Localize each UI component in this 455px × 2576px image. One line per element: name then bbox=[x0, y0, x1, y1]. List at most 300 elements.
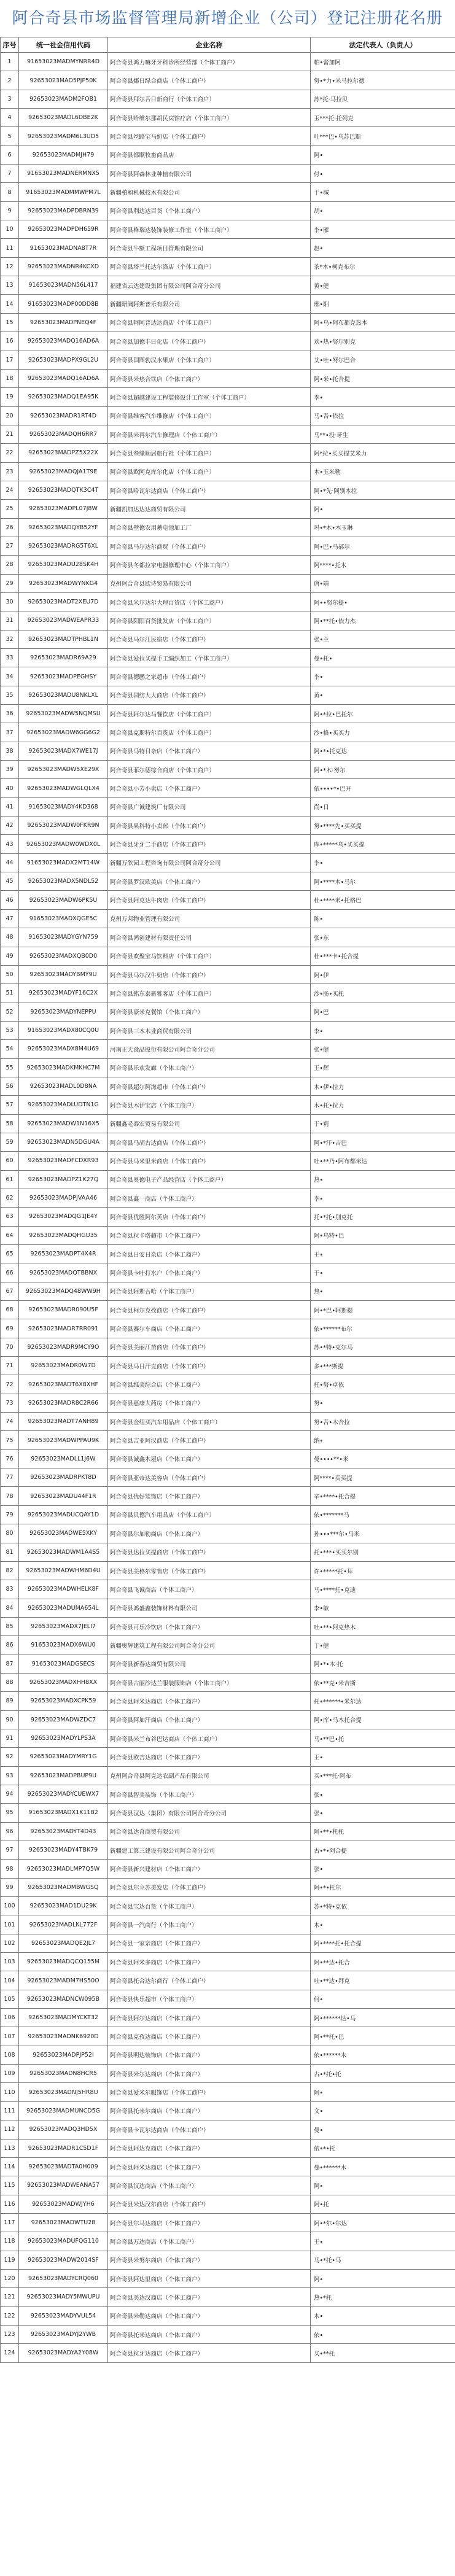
row-company-name: 河南正天食品股份有限公司阿合奇分公司 bbox=[108, 1040, 311, 1058]
table-row bbox=[1, 1133, 455, 1151]
row-index: 40 bbox=[1, 779, 19, 797]
row-index: 44 bbox=[1, 853, 19, 872]
row-index: 30 bbox=[1, 592, 19, 611]
row-index: 78 bbox=[1, 1487, 19, 1505]
row-legal-rep: 唐•靖 bbox=[311, 574, 455, 592]
row-index: 72 bbox=[1, 1375, 19, 1394]
row-company-name: 阿合奇县阳阳百货批发店（个体工商户） bbox=[108, 611, 311, 630]
row-index: 36 bbox=[1, 705, 19, 723]
row-index: 112 bbox=[1, 2120, 19, 2139]
row-company-name: 新疆昭阔阿斯普乐有限公司 bbox=[108, 295, 311, 313]
row-legal-rep: 曼•******木 bbox=[311, 2157, 455, 2176]
row-company-name: 阿合奇县米兰布谷巴达商店（个体工商户） bbox=[108, 1729, 311, 1747]
row-index: 16 bbox=[1, 332, 19, 351]
row-credit-code: 92653023MADY5MWUPU bbox=[19, 2288, 108, 2306]
row-index: 104 bbox=[1, 1971, 19, 1990]
row-index: 45 bbox=[1, 872, 19, 891]
row-company-name: 阿合奇县马尔江民宿店（个体工商户） bbox=[108, 630, 311, 648]
row-company-name: 阿合奇县马特日杂店（个体工商户） bbox=[108, 742, 311, 760]
row-legal-rep: 阿****•托木 bbox=[311, 556, 455, 574]
row-credit-code: 92653023MADR1RT4D bbox=[19, 406, 108, 425]
row-company-name: 阿合奇县阿达克商店（个体工商户） bbox=[108, 2139, 311, 2157]
row-credit-code: 92653023MADQCQ155M bbox=[19, 1953, 108, 1971]
row-legal-rep: 阿• bbox=[311, 145, 455, 164]
row-credit-code: 92653023MADU8NKLXL bbox=[19, 686, 108, 704]
row-credit-code: 92653023MADQHGU35 bbox=[19, 1226, 108, 1244]
row-credit-code: 91653023MADX80CQ0U bbox=[19, 1021, 108, 1039]
table-row bbox=[1, 1897, 455, 1915]
table-row bbox=[1, 965, 455, 983]
row-legal-rep: 热•*托 bbox=[311, 2288, 455, 2306]
table-row bbox=[1, 2046, 455, 2064]
row-index: 106 bbox=[1, 2009, 19, 2027]
row-index: 7 bbox=[1, 165, 19, 183]
row-credit-code: 92653023MADQ16AD6A bbox=[19, 369, 108, 387]
row-credit-code: 92653023MADMUNCD5G bbox=[19, 2101, 108, 2120]
table-row bbox=[1, 481, 455, 499]
row-index: 92 bbox=[1, 1748, 19, 1766]
table-row bbox=[1, 2325, 455, 2343]
row-credit-code: 92653023MADQ48WW9H bbox=[19, 1282, 108, 1300]
row-legal-rep: 阿•乌特•巴 bbox=[311, 1226, 455, 1244]
table-row bbox=[1, 1189, 455, 1207]
row-credit-code: 92653023MADNK6920D bbox=[19, 2027, 108, 2046]
row-legal-rep: 何• bbox=[311, 1990, 455, 2008]
row-company-name: 新疆建工第三建设有限公司阿合奇分公司 bbox=[108, 1841, 311, 1860]
row-company-name: 阿合奇县马尔达尔商贸（个体工商户） bbox=[108, 537, 311, 555]
row-company-name: 阿合奇县汉达商店（个体工商户） bbox=[108, 2176, 311, 2195]
table-row bbox=[1, 257, 455, 276]
row-legal-rep: 吐***巴•乌苏巴斯 bbox=[311, 127, 455, 145]
table-row bbox=[1, 797, 455, 816]
row-credit-code: 92653023MADTA0H009 bbox=[19, 2157, 108, 2176]
row-credit-code: 91653023MADX6WU0 bbox=[19, 1636, 108, 1655]
row-credit-code: 92653023MADWHM6D4U bbox=[19, 1561, 108, 1580]
row-company-name: 阿合奇县国纺大大商店（个体工商户） bbox=[108, 686, 311, 704]
table-row bbox=[1, 53, 455, 71]
row-legal-rep: 许•*****托•拜 bbox=[311, 1561, 455, 1580]
row-company-name: 阿合奇县尔立苏美发店（个体工商户） bbox=[108, 1878, 311, 1896]
row-credit-code: 92653023MADXCPK59 bbox=[19, 1692, 108, 1710]
row-company-name: 阿合奇县米再尔汽车修理店（个体工商户） bbox=[108, 425, 311, 443]
row-legal-rep: 于• bbox=[311, 1263, 455, 1282]
table-row bbox=[1, 1599, 455, 1617]
row-legal-rep: 李•雁 bbox=[311, 220, 455, 239]
table-row bbox=[1, 835, 455, 853]
row-credit-code: 92653023MADYJ2YWB bbox=[19, 2325, 108, 2343]
row-legal-rep: 阿•*拉•巴托尔 bbox=[311, 705, 455, 723]
row-credit-code: 92653023MADT6X8XHF bbox=[19, 1375, 108, 1394]
row-company-name: 阿合奇县诚鑫木屋店（个体工商户） bbox=[108, 1449, 311, 1468]
row-company-name: 阿合奇县达拉买提商店（个体工商户） bbox=[108, 1543, 311, 1561]
row-credit-code: 92653023MADM2FOB1 bbox=[19, 90, 108, 108]
row-company-name: 阿合奇县可乐冷饮店（个体工商户） bbox=[108, 1617, 311, 1635]
row-company-name: 阿合奇县金纽买汽车用品店（个体工商户） bbox=[108, 1413, 311, 1431]
table-row bbox=[1, 351, 455, 369]
row-legal-rep: 欢•热•努尔别克 bbox=[311, 332, 455, 351]
row-index: 13 bbox=[1, 276, 19, 295]
row-index: 89 bbox=[1, 1692, 19, 1710]
row-credit-code: 92653023MADMYCKT32 bbox=[19, 2009, 108, 2027]
table-row bbox=[1, 2306, 455, 2325]
row-credit-code: 91653023MADX1K1182 bbox=[19, 1804, 108, 1822]
row-company-name: 阿合奇县阿米达商店（个体工商户） bbox=[108, 2157, 311, 2176]
row-credit-code: 92653023MADWGLQLX4 bbox=[19, 779, 108, 797]
table-row bbox=[1, 109, 455, 127]
row-company-name: 阿合奇县万达商店（个体工商户） bbox=[108, 2232, 311, 2251]
table-row bbox=[1, 1990, 455, 2008]
row-company-name: 阿合奇县米勒达商店（个体工商户） bbox=[108, 2306, 311, 2325]
row-credit-code: 92653023MADLMP7Q5W bbox=[19, 1860, 108, 1878]
table-row bbox=[1, 71, 455, 90]
row-company-name: 阿合奇县维客汽车维修店（个体工商户） bbox=[108, 406, 311, 425]
table-row bbox=[1, 947, 455, 965]
row-company-name: 阿合奇县阿米多商店（个体工商户） bbox=[108, 1953, 311, 1971]
table-row bbox=[1, 1655, 455, 1673]
row-legal-rep: 库•*****乌•买买提 bbox=[311, 835, 455, 853]
row-index: 80 bbox=[1, 1524, 19, 1543]
row-company-name: 阿合奇县阿阿普达达商店（个体工商户） bbox=[108, 313, 311, 332]
table-row bbox=[1, 1170, 455, 1189]
row-legal-rep: 努• bbox=[311, 1394, 455, 1412]
table-row bbox=[1, 2120, 455, 2139]
row-company-name: 阿合奇县铭东泰新雅客店（个体工商户） bbox=[108, 984, 311, 1003]
table-row bbox=[1, 313, 455, 332]
row-legal-rep: 王• bbox=[311, 1748, 455, 1766]
row-index: 9 bbox=[1, 201, 19, 220]
table-row bbox=[1, 2288, 455, 2306]
table-row bbox=[1, 984, 455, 1003]
row-legal-rep: 依• bbox=[311, 2325, 455, 2343]
row-company-name: 阿合奇县柯尔克孜商店（个体工商户） bbox=[108, 1301, 311, 1319]
row-index: 14 bbox=[1, 295, 19, 313]
table-row bbox=[1, 1357, 455, 1375]
row-company-name: 阿合奇县壁德农用蓄电池加工厂 bbox=[108, 518, 311, 537]
table-row bbox=[1, 1524, 455, 1543]
table-row bbox=[1, 1058, 455, 1077]
table-row bbox=[1, 1692, 455, 1710]
row-legal-rep: 依••••*•巴开 bbox=[311, 779, 455, 797]
row-legal-rep: 阿• bbox=[311, 2176, 455, 2195]
row-credit-code: 92653023MADW0FKR9N bbox=[19, 817, 108, 835]
row-legal-rep: 阿•*•木·托 bbox=[311, 1655, 455, 1673]
row-credit-code: 92653023MADX5NDL52 bbox=[19, 872, 108, 891]
row-credit-code: 92653023MADX7JELI7 bbox=[19, 1617, 108, 1635]
row-credit-code: 91653023MADX2MT14W bbox=[19, 853, 108, 872]
row-index: 11 bbox=[1, 239, 19, 257]
row-index: 25 bbox=[1, 500, 19, 518]
row-legal-rep: 阿•*汗•吉巴 bbox=[311, 1133, 455, 1151]
row-credit-code: 92653023MADT7ANH89 bbox=[19, 1413, 108, 1431]
table-row bbox=[1, 1226, 455, 1244]
row-index: 23 bbox=[1, 462, 19, 481]
row-credit-code: 92653023MADYNEPPU bbox=[19, 1003, 108, 1021]
row-legal-rep: 苏•*特•克尔马 bbox=[311, 1338, 455, 1356]
row-credit-code: 92653023MADWM1A4S5 bbox=[19, 1543, 108, 1561]
row-index: 68 bbox=[1, 1301, 19, 1319]
row-index: 83 bbox=[1, 1580, 19, 1599]
row-legal-rep: 多•***斯提 bbox=[311, 1357, 455, 1375]
table-row bbox=[1, 1915, 455, 1934]
table-row bbox=[1, 909, 455, 928]
row-credit-code: 92653023MADN5DGU4A bbox=[19, 1133, 108, 1151]
row-company-name: 阿合奇县优胜阿尔芙店（个体工商户） bbox=[108, 1208, 311, 1226]
row-credit-code: 92653023MADWYNKG4 bbox=[19, 574, 108, 592]
row-legal-rep: 热• bbox=[311, 1282, 455, 1300]
row-index: 35 bbox=[1, 686, 19, 704]
row-company-name: 阿合奇县贝德汽车用品店（个体工商户） bbox=[108, 1505, 311, 1524]
table-row bbox=[1, 332, 455, 351]
row-credit-code: 92653023MADW6PK5U bbox=[19, 891, 108, 909]
row-legal-rep: 陈• bbox=[311, 909, 455, 928]
row-legal-rep: 辛•****•托合提 bbox=[311, 1487, 455, 1505]
row-legal-rep: 阿• bbox=[311, 2269, 455, 2287]
row-company-name: 阿合奇县米尔达商店（个体工商户） bbox=[108, 2065, 311, 2083]
row-legal-rep: 努•*力•米马拉尔德 bbox=[311, 71, 455, 90]
row-credit-code: 92653023MADR69A29 bbox=[19, 649, 108, 667]
row-company-name: 阿合奇县一汽商行（个体工商户） bbox=[108, 1915, 311, 1934]
row-legal-rep: 王• bbox=[311, 1245, 455, 1263]
table-row bbox=[1, 388, 455, 406]
row-credit-code: 92653023MADWEAPR33 bbox=[19, 611, 108, 630]
table-row bbox=[1, 1822, 455, 1841]
row-index: 93 bbox=[1, 1766, 19, 1785]
table-row bbox=[1, 2027, 455, 2046]
row-legal-rep: 阿• bbox=[311, 2083, 455, 2101]
row-credit-code: 92653023MADYCRQ060 bbox=[19, 2269, 108, 2287]
row-legal-rep: 阿•*巴•阿斯提 bbox=[311, 1301, 455, 1319]
row-index: 77 bbox=[1, 1468, 19, 1487]
table-row bbox=[1, 1319, 455, 1338]
row-credit-code: 92653023MADW6GG6G2 bbox=[19, 723, 108, 742]
row-legal-rep: 张• bbox=[311, 1860, 455, 1878]
table-row bbox=[1, 1729, 455, 1747]
row-index: 46 bbox=[1, 891, 19, 909]
row-legal-rep: 马•**巴•托 bbox=[311, 1729, 455, 1747]
row-index: 100 bbox=[1, 1897, 19, 1915]
row-credit-code: 92653023MADLKL772F bbox=[19, 1915, 108, 1934]
row-credit-code: 92653023MADQE2JL7 bbox=[19, 1934, 108, 1952]
row-index: 114 bbox=[1, 2157, 19, 2176]
row-index: 27 bbox=[1, 537, 19, 555]
row-credit-code: 92653023MADPJP52I bbox=[19, 2046, 108, 2064]
table-row bbox=[1, 761, 455, 779]
row-legal-rep: 依•******木 bbox=[311, 2046, 455, 2064]
row-index: 67 bbox=[1, 1282, 19, 1300]
row-index: 94 bbox=[1, 1785, 19, 1803]
table-row bbox=[1, 649, 455, 667]
row-company-name: 阿合奇县美达汉商店（个体工商户） bbox=[108, 2288, 311, 2306]
table-row bbox=[1, 872, 455, 891]
table-row bbox=[1, 1413, 455, 1431]
row-credit-code: 92653023MADU44F1R bbox=[19, 1487, 108, 1505]
row-company-name: 阿合奇县尔加勒商店（个体工商户） bbox=[108, 1524, 311, 1543]
row-company-name: 阿合奇县尔马达商店（个体工商户） bbox=[108, 2213, 311, 2232]
row-index: 38 bbox=[1, 742, 19, 760]
row-credit-code: 92653023MADPZ1K27Q bbox=[19, 1170, 108, 1189]
row-index: 57 bbox=[1, 1096, 19, 1114]
table-row bbox=[1, 723, 455, 742]
table-row bbox=[1, 2065, 455, 2083]
row-company-name: 阿合奇县冬都拉家电器修理中心（个体工商户） bbox=[108, 556, 311, 574]
row-legal-rep: 丁•健 bbox=[311, 1636, 455, 1655]
row-company-name: 阿合奇县鸿盛鑫装饰材料有限公司 bbox=[108, 1599, 311, 1617]
table-row bbox=[1, 2139, 455, 2157]
row-index: 120 bbox=[1, 2269, 19, 2287]
row-index: 102 bbox=[1, 1934, 19, 1952]
row-index: 111 bbox=[1, 2101, 19, 2120]
row-company-name: 阿合奇县哈维尔那胡民宾馆疗店（个体工商户） bbox=[108, 109, 311, 127]
table-row bbox=[1, 1543, 455, 1561]
table-body bbox=[1, 53, 455, 2363]
row-company-name: 新疆柏和机械技术有限公司 bbox=[108, 183, 311, 201]
row-legal-rep: 买•***托·阿布 bbox=[311, 1766, 455, 1785]
row-company-name: 阿合奇县托合达尔商行（个体工商户） bbox=[108, 1971, 311, 1990]
row-credit-code: 92653023MADU28SK4H bbox=[19, 556, 108, 574]
row-company-name: 克州万邦物业管理有限公司 bbox=[108, 909, 311, 928]
table-row bbox=[1, 1301, 455, 1319]
row-legal-rep: 阿****•买买提 bbox=[311, 1468, 455, 1487]
row-legal-rep: 曼•托• bbox=[311, 649, 455, 667]
row-credit-code: 92653023MAD5PJP50K bbox=[19, 71, 108, 90]
row-credit-code: 92653023MADPX9GL2U bbox=[19, 351, 108, 369]
table-row bbox=[1, 1636, 455, 1655]
row-company-name: 阿合奇县鸿创建材有限责任公司 bbox=[108, 928, 311, 947]
row-credit-code: 92653023MADYCUEWX7 bbox=[19, 1785, 108, 1803]
row-legal-rep: 阿•伊 bbox=[311, 965, 455, 983]
row-credit-code: 92653023MADUMA654L bbox=[19, 1599, 108, 1617]
table-row bbox=[1, 220, 455, 239]
row-index: 97 bbox=[1, 1841, 19, 1860]
row-company-name: 阿合奇县马米里米商店（个体工商户） bbox=[108, 1152, 311, 1170]
row-legal-rep: 买•**托 bbox=[311, 2344, 455, 2362]
row-legal-rep: 阿•*•托尔 bbox=[311, 1878, 455, 1896]
row-index: 22 bbox=[1, 444, 19, 462]
row-credit-code: 92653023MADQ3HD5X bbox=[19, 2120, 108, 2139]
table-row bbox=[1, 537, 455, 555]
row-index: 101 bbox=[1, 1915, 19, 1934]
row-credit-code: 92653023MADRPKT8D bbox=[19, 1468, 108, 1487]
table-row bbox=[1, 779, 455, 797]
row-company-name: 阿合奇县优好装饰店（个体工商户） bbox=[108, 1487, 311, 1505]
row-legal-rep: 于•城 bbox=[311, 183, 455, 201]
row-index: 5 bbox=[1, 127, 19, 145]
row-credit-code: 92653023MADMBWGSQ bbox=[19, 1878, 108, 1896]
row-company-name: 阿合奇县阿加汗商店（个体工商户） bbox=[108, 1710, 311, 1729]
row-legal-rep: 艾•吐•努尔巴合 bbox=[311, 351, 455, 369]
table-row bbox=[1, 1561, 455, 1580]
table-header-row bbox=[1, 37, 455, 53]
row-company-name: 阿合奇县欧吉达商店（个体工商户） bbox=[108, 1748, 311, 1766]
row-credit-code: 92653023MADUFQG110 bbox=[19, 2232, 108, 2251]
row-credit-code: 92653023MADMJH79 bbox=[19, 145, 108, 164]
row-legal-rep: 托•******•米尔达 bbox=[311, 1692, 455, 1710]
row-legal-rep: 尚•日 bbox=[311, 797, 455, 816]
row-legal-rep: 阿•****托•托合提 bbox=[311, 1934, 455, 1952]
table-row bbox=[1, 425, 455, 443]
row-index: 71 bbox=[1, 1357, 19, 1375]
row-credit-code: 92653023MADT2XEU7D bbox=[19, 592, 108, 611]
row-index: 81 bbox=[1, 1543, 19, 1561]
row-legal-rep: 曼• bbox=[311, 2120, 455, 2139]
table-row bbox=[1, 891, 455, 909]
row-company-name: 福建省云达建设集团有限公司阿合奇分公司 bbox=[108, 276, 311, 295]
table-row bbox=[1, 928, 455, 947]
row-legal-rep: 阿•**达•托合 bbox=[311, 1953, 455, 1971]
row-company-name: 阿合奇县娜日绿合商店（个体工商户） bbox=[108, 71, 311, 90]
row-index: 109 bbox=[1, 2065, 19, 2083]
row-index: 49 bbox=[1, 947, 19, 965]
row-legal-rep: 阿•米•托合提 bbox=[311, 369, 455, 387]
row-company-name: 阿合奇县木伊宝店（个体工商户） bbox=[108, 1096, 311, 1114]
row-index: 18 bbox=[1, 369, 19, 387]
row-index: 52 bbox=[1, 1003, 19, 1021]
row-index: 42 bbox=[1, 817, 19, 835]
table-row bbox=[1, 145, 455, 164]
row-index: 58 bbox=[1, 1114, 19, 1133]
table-row bbox=[1, 574, 455, 592]
row-company-name: 阿合奇县利达达百货（个体工商户） bbox=[108, 201, 311, 220]
table-row bbox=[1, 1338, 455, 1356]
row-index: 24 bbox=[1, 481, 19, 499]
row-index: 10 bbox=[1, 220, 19, 239]
row-credit-code: 92653023MADLL1J6W bbox=[19, 1449, 108, 1468]
row-credit-code: 92653023MADFCDXR93 bbox=[19, 1152, 108, 1170]
row-legal-rep: 于•莉 bbox=[311, 1114, 455, 1133]
row-legal-rep: 吐•**乃•阿布都米达 bbox=[311, 1152, 455, 1170]
row-credit-code: 92653023MADUCQAY1D bbox=[19, 1505, 108, 1524]
row-index: 79 bbox=[1, 1505, 19, 1524]
row-credit-code: 92653023MADX8M4U69 bbox=[19, 1040, 108, 1058]
table-row bbox=[1, 462, 455, 481]
row-legal-rep: 张•兰 bbox=[311, 630, 455, 648]
row-index: 62 bbox=[1, 1189, 19, 1207]
table-row bbox=[1, 853, 455, 872]
row-company-name: 阿合奇县拉卡塔超市（个体工商户） bbox=[108, 1226, 311, 1244]
row-legal-rep: 孙•••***尔•马米 bbox=[311, 1524, 455, 1543]
table-row bbox=[1, 2232, 455, 2251]
row-company-name: 新疆鑫毛泰宏贸易有限公司 bbox=[108, 1114, 311, 1133]
row-index: 50 bbox=[1, 965, 19, 983]
row-credit-code: 92653023MADR1C5D1F bbox=[19, 2139, 108, 2157]
row-company-name: 阿合奇县塔兰托达尔洛店（个体工商户） bbox=[108, 257, 311, 276]
row-legal-rep: 阿•*先·阿别木拉 bbox=[311, 481, 455, 499]
table-row bbox=[1, 1580, 455, 1599]
row-index: 95 bbox=[1, 1804, 19, 1822]
table-row bbox=[1, 406, 455, 425]
row-legal-rep: 古•*托•托 bbox=[311, 2065, 455, 2083]
row-company-name: 阿合奇县鑫一商店（个体工商户） bbox=[108, 1189, 311, 1207]
table-row bbox=[1, 705, 455, 723]
registry-table bbox=[0, 37, 455, 2363]
row-legal-rep: 阿•*木·努尔 bbox=[311, 761, 455, 779]
table-row bbox=[1, 2009, 455, 2027]
row-index: 88 bbox=[1, 1673, 19, 1691]
row-legal-rep: 马•*托•马 bbox=[311, 2251, 455, 2269]
row-company-name: 阿合奇县欢聚宝马饮料店（个体工商户） bbox=[108, 947, 311, 965]
table-row bbox=[1, 1710, 455, 1729]
row-index: 116 bbox=[1, 2195, 19, 2213]
row-legal-rep: 曼••••**•米 bbox=[311, 1449, 455, 1468]
row-legal-rep: 李• bbox=[311, 388, 455, 406]
table-row bbox=[1, 1468, 455, 1487]
row-index: 32 bbox=[1, 630, 19, 648]
row-credit-code: 91653023MADMMWPM7L bbox=[19, 183, 108, 201]
row-company-name: 阿合奇县美丽江苗商店（个体工商户） bbox=[108, 1338, 311, 1356]
row-index: 98 bbox=[1, 1860, 19, 1878]
table-row bbox=[1, 1114, 455, 1133]
row-credit-code: 92653023MADR9MCY9O bbox=[19, 1338, 108, 1356]
